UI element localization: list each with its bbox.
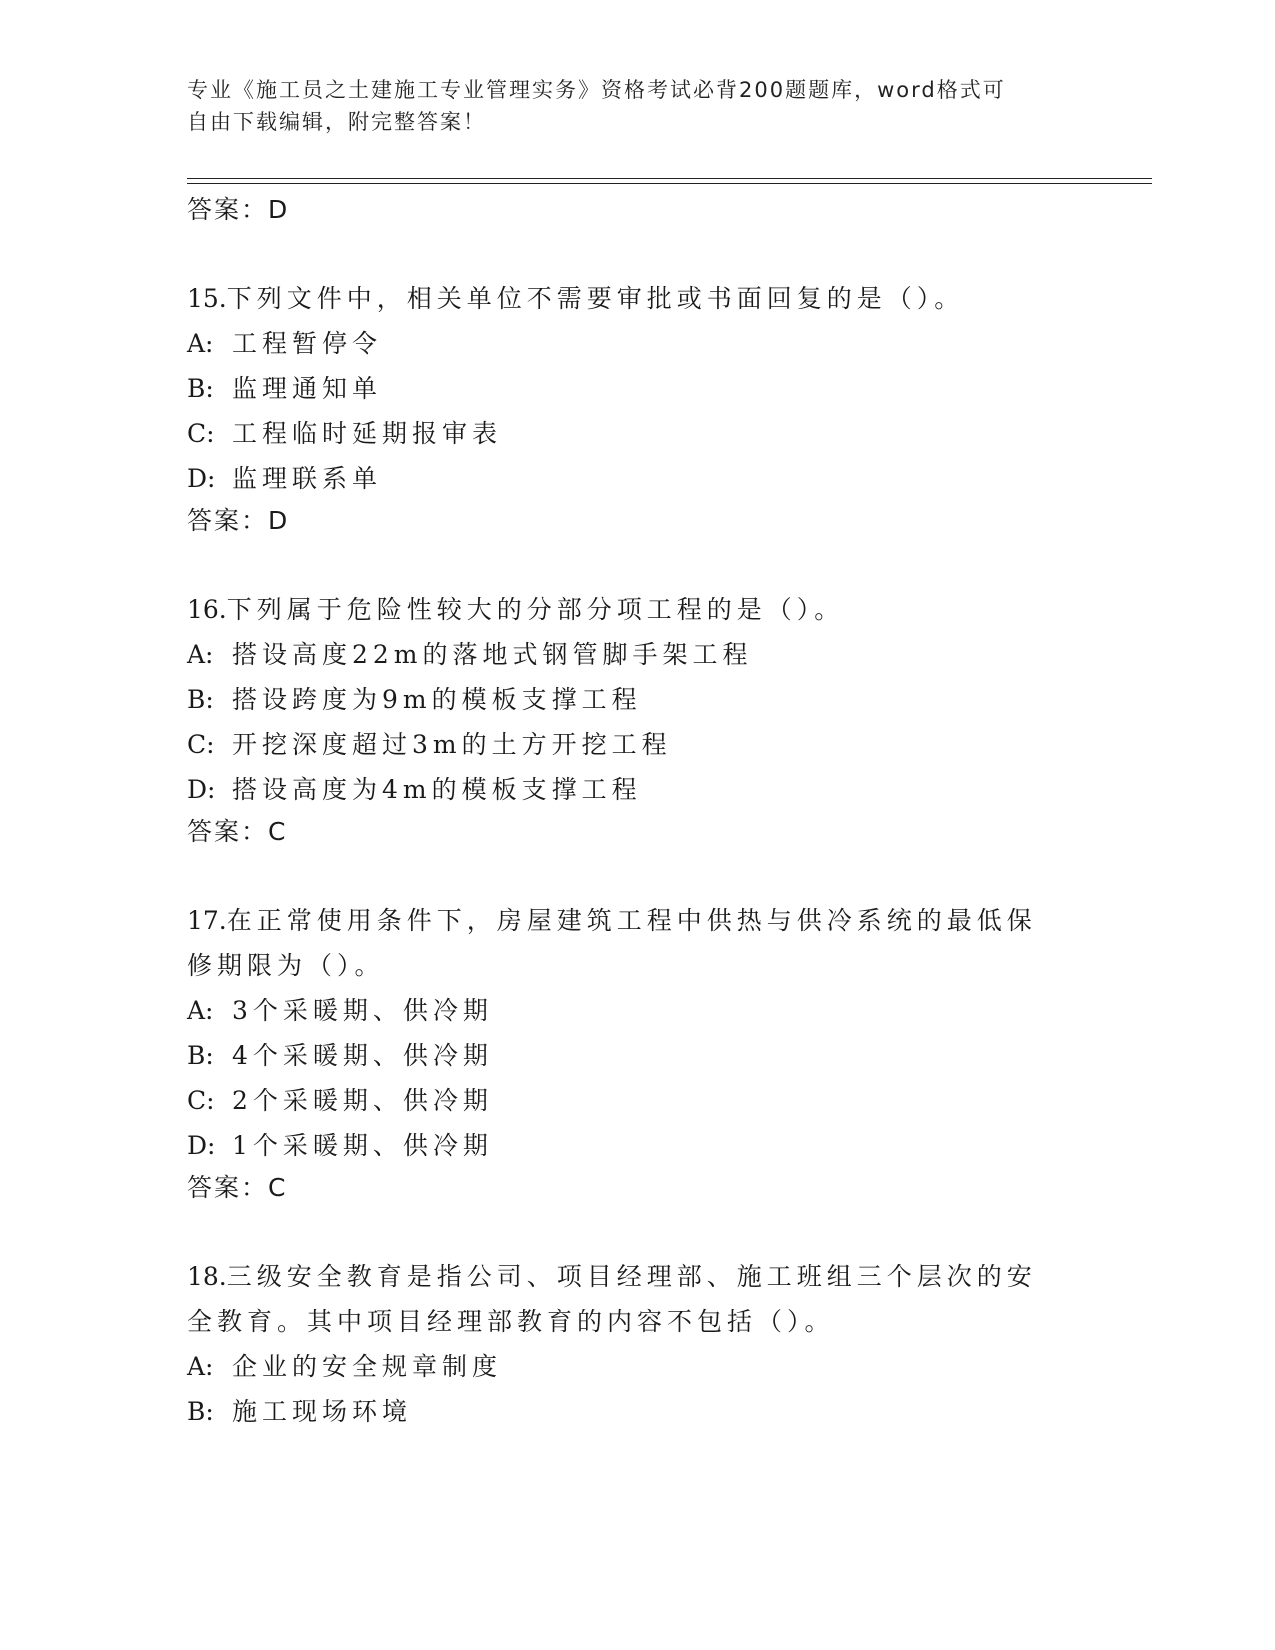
option-d (187, 1123, 1087, 1168)
option-b (187, 1033, 1087, 1078)
option-text: 搭设高度22m的落地式钢管脚手架工程 (232, 640, 753, 669)
question-text (187, 898, 1057, 988)
option-key: B: (187, 1041, 214, 1070)
option-a (187, 988, 1087, 1033)
option-c (187, 722, 1087, 767)
question-text (187, 587, 1057, 632)
question-18 (187, 1254, 1087, 1434)
question-text (187, 276, 1057, 321)
option-a (187, 321, 1087, 366)
option-key: C: (187, 730, 215, 759)
option-text: 搭设跨度为9m的模板支撑工程 (232, 685, 642, 714)
option-text: 1个采暖期、供冷期 (232, 1131, 493, 1160)
option-key: B: (187, 1397, 214, 1426)
option-key: B: (187, 374, 214, 403)
option-b (187, 677, 1087, 722)
option-c (187, 411, 1087, 456)
header-line-1: 专业《施工员之土建施工专业管理实务》资格考试必背200题题库，word格式可 (187, 78, 1006, 102)
question-number: 17. (187, 906, 227, 935)
question-stem: 下列属于危险性较大的分部分项工程的是（）。 (226, 595, 845, 624)
question-number: 16. (187, 595, 227, 624)
option-a (187, 632, 1087, 677)
question-stem: 在正常使用条件下，房屋建筑工程中供热与供冷系统的最低保修期限为（）。 (187, 906, 1037, 980)
question-text (187, 1254, 1057, 1344)
header-divider-top (187, 178, 1152, 179)
option-key: D: (187, 1131, 216, 1160)
option-text: 工程临时延期报审表 (232, 419, 503, 448)
option-a (187, 1344, 1087, 1389)
option-key: A: (187, 996, 214, 1025)
option-d (187, 767, 1087, 812)
question-15 (187, 276, 1087, 541)
option-text: 企业的安全规章制度 (232, 1352, 503, 1381)
option-b (187, 366, 1087, 411)
answer-line: 答案：C (187, 1173, 288, 1202)
answer-line: 答案：C (187, 817, 288, 846)
question-number: 15. (187, 284, 227, 313)
option-key: A: (187, 1352, 214, 1381)
option-text: 监理联系单 (232, 464, 383, 493)
option-text: 监理通知单 (232, 374, 383, 403)
option-key: C: (187, 1086, 215, 1115)
question-stem: 三级安全教育是指公司、项目经理部、施工班组三个层次的安全教育。其中项目经理部教育的内容不包括（）。 (187, 1262, 1037, 1336)
question-16 (187, 587, 1087, 852)
header-line-2: 自由下载编辑，附完整答案！ (187, 110, 486, 134)
option-d (187, 456, 1087, 501)
question-number: 18. (187, 1262, 227, 1291)
option-text: 工程暂停令 (232, 329, 383, 358)
header-divider-bottom (187, 183, 1152, 184)
option-key: B: (187, 685, 214, 714)
answer-line: 答案：D (187, 506, 290, 535)
document-header (187, 74, 1077, 138)
option-key: C: (187, 419, 215, 448)
option-b (187, 1389, 1087, 1434)
option-text: 搭设高度为4m的模板支撑工程 (232, 775, 642, 804)
answer-line: 答案：D (187, 195, 290, 224)
option-text: 4个采暖期、供冷期 (232, 1041, 493, 1070)
question-list (187, 190, 1087, 1434)
option-text: 3个采暖期、供冷期 (232, 996, 493, 1025)
option-text: 开挖深度超过3m的土方开挖工程 (232, 730, 672, 759)
option-key: D: (187, 775, 216, 804)
option-key: A: (187, 640, 214, 669)
option-key: A: (187, 329, 214, 358)
option-c (187, 1078, 1087, 1123)
option-text: 2个采暖期、供冷期 (232, 1086, 493, 1115)
question-stem: 下列文件中，相关单位不需要审批或书面回复的是（）。 (226, 284, 965, 313)
option-key: D: (187, 464, 216, 493)
question-17 (187, 898, 1087, 1208)
option-text: 施工现场环境 (232, 1397, 413, 1426)
